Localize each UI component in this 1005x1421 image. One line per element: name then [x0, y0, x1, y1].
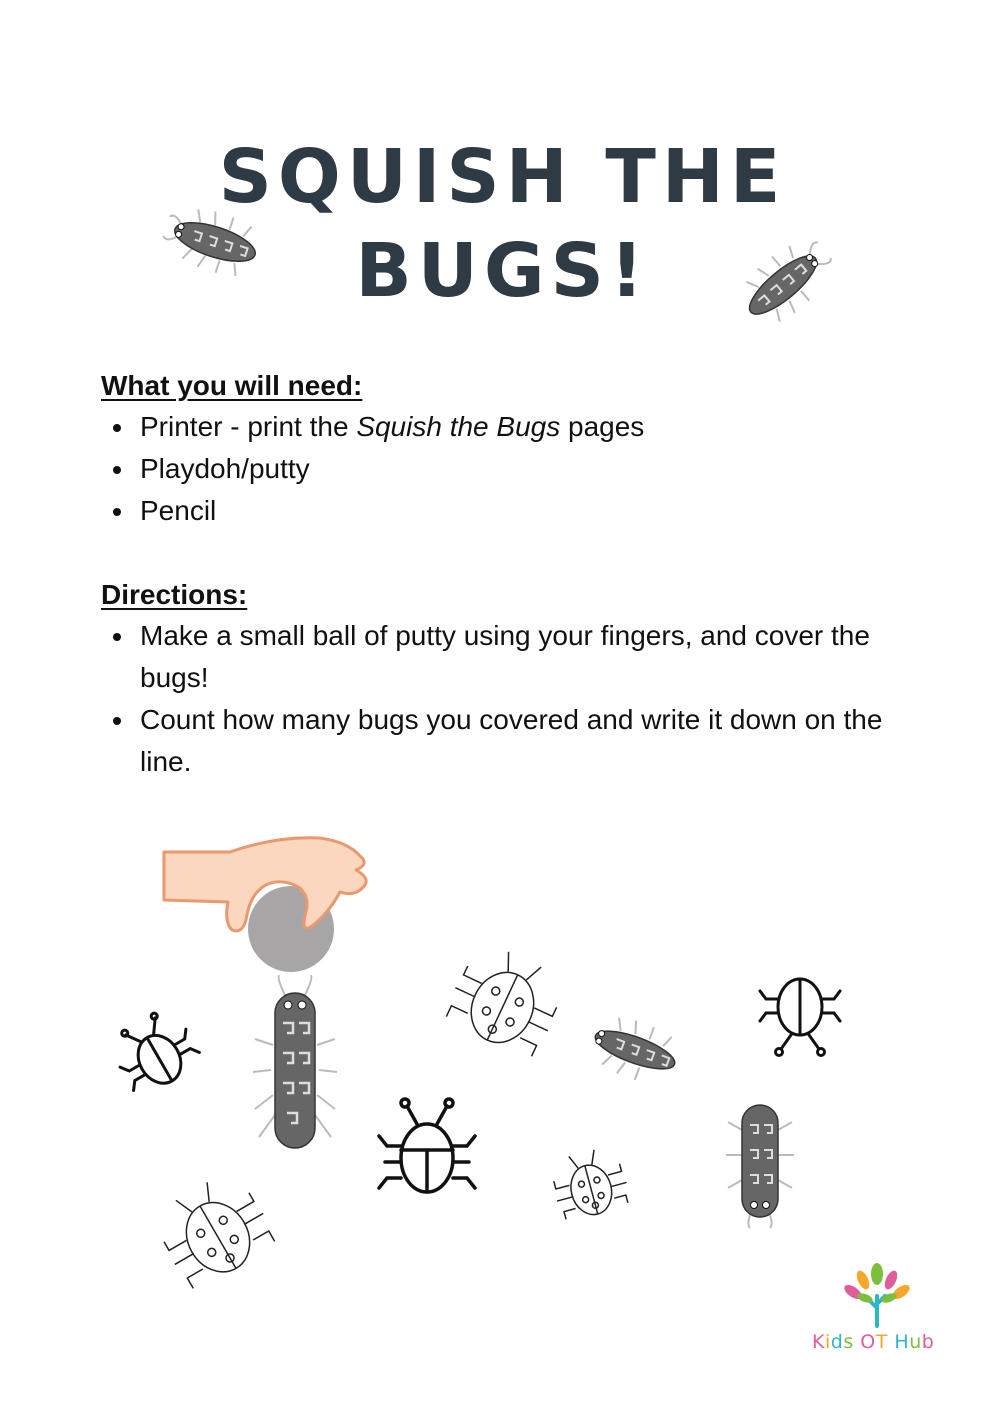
- directions-list: [101, 615, 921, 783]
- spotted-beetle-icon: [440, 940, 570, 1065]
- logo-letter: K: [812, 1331, 825, 1353]
- logo-letter: b: [921, 1331, 935, 1353]
- direction-item: Count how many bugs you covered and write it down on the line.: [101, 699, 921, 783]
- top-right-bug-icon: [728, 235, 838, 335]
- needs-list: [101, 406, 921, 532]
- top-left-bug-icon: [160, 202, 270, 282]
- tree-logo-icon: [842, 1262, 912, 1328]
- spotted-beetle-icon: [545, 1140, 635, 1230]
- gray-bug-icon: [580, 1015, 690, 1085]
- needs-item-putty: Playdoh/putty: [101, 448, 921, 490]
- logo-letter: d: [830, 1331, 844, 1353]
- logo-letter: i: [824, 1331, 831, 1353]
- logo-wordmark: [812, 1331, 934, 1353]
- page-title-line-1: SQUISH THE: [218, 134, 787, 220]
- needs-item-pencil: Pencil: [101, 490, 921, 532]
- logo-letter: u: [909, 1331, 922, 1353]
- hand-with-putty-icon: [160, 830, 380, 980]
- logo-letter: H: [894, 1331, 910, 1353]
- directions-heading: Directions:: [101, 579, 248, 610]
- needs-item-printer: Printer - print the Squish the Bugs pages: [101, 406, 921, 448]
- outline-beetle-icon: [755, 965, 845, 1060]
- direction-item: Make a small ball of putty using your fingers, and cover the bugs!: [101, 615, 921, 699]
- outline-beetle-icon: [375, 1092, 480, 1207]
- spotted-beetle-icon: [150, 1170, 280, 1295]
- logo-letter: O: [860, 1331, 876, 1353]
- page-title-line-2: BUGS!: [355, 228, 650, 314]
- outline-beetle-icon: [110, 1010, 205, 1100]
- gray-bug-icon: [720, 1100, 800, 1230]
- needs-heading: What you will need:: [101, 370, 363, 401]
- large-gray-bug-icon: [245, 975, 345, 1155]
- logo-letter: s: [843, 1331, 854, 1353]
- logo-letter: T: [875, 1331, 888, 1353]
